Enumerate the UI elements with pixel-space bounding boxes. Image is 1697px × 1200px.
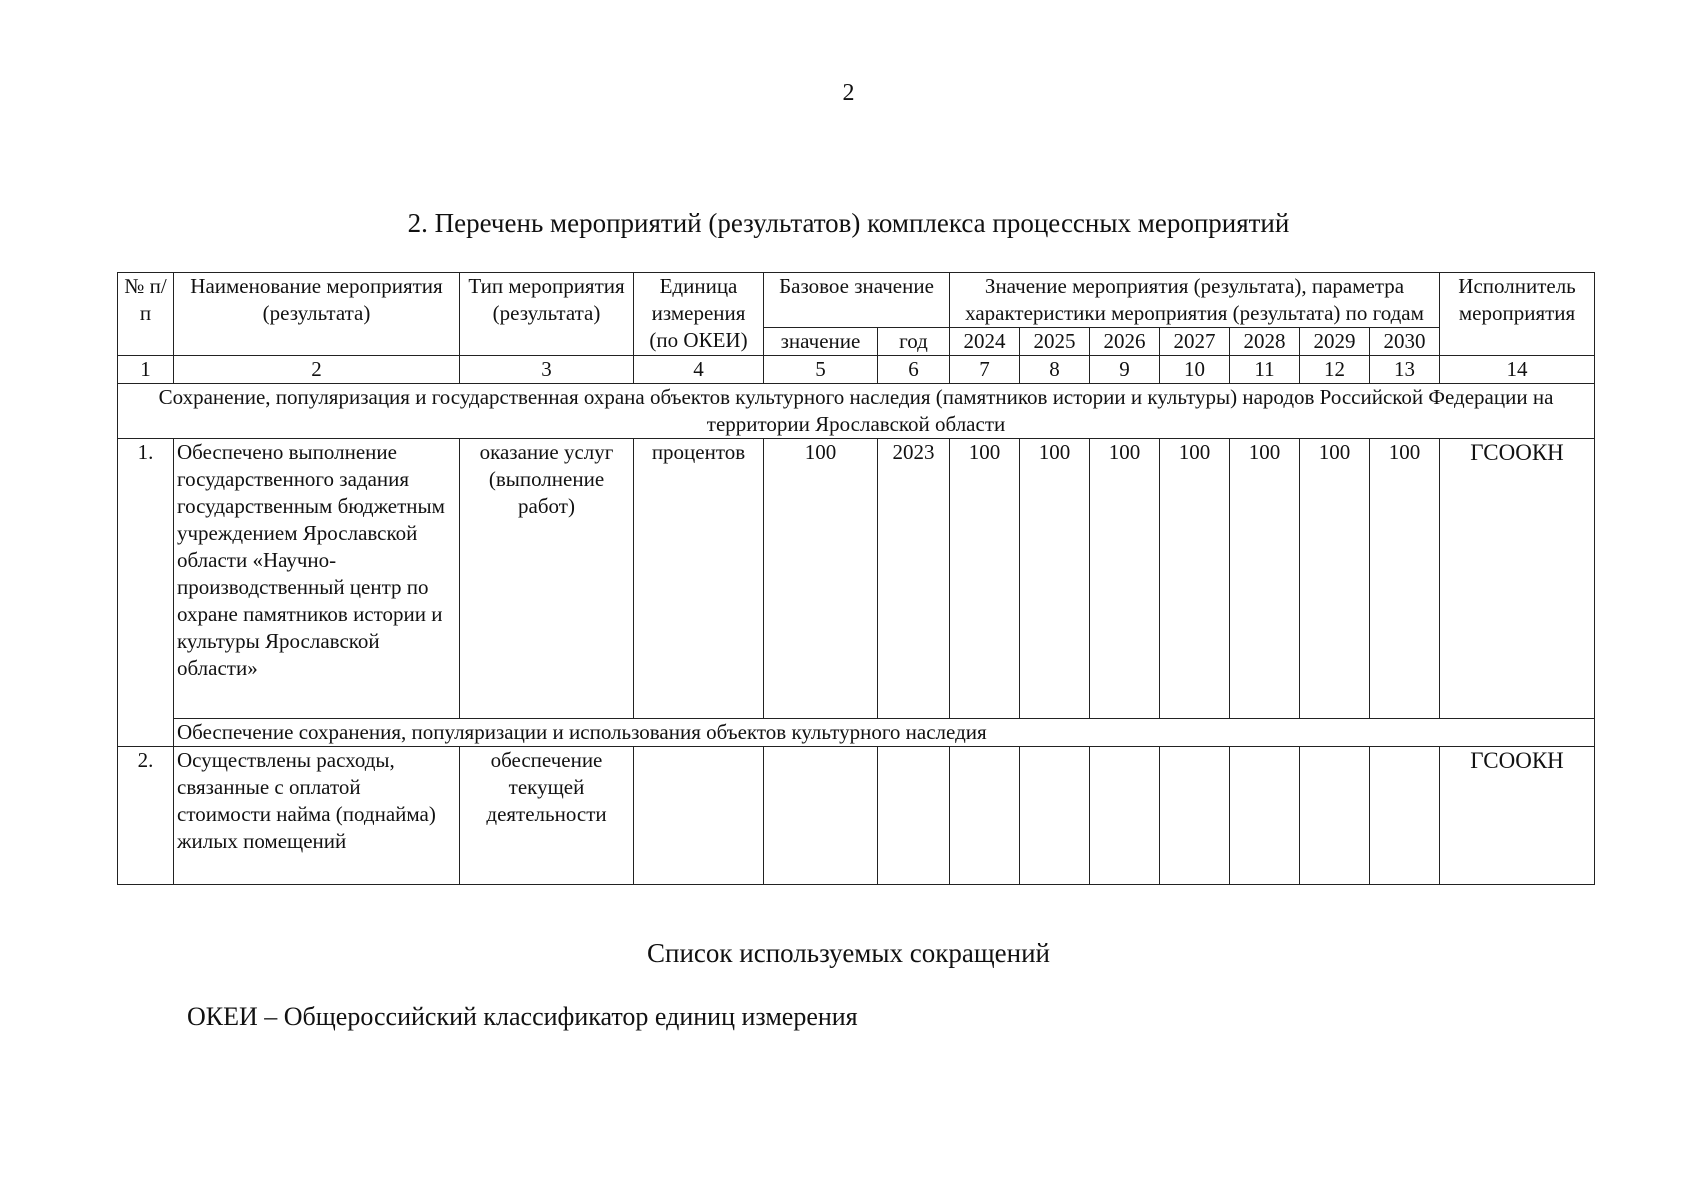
row-value: 100 xyxy=(1230,439,1300,719)
header-year: 2027 xyxy=(1160,328,1230,356)
row-value xyxy=(1020,747,1090,885)
row-executor: ГСООКН xyxy=(1440,439,1595,719)
column-number: 4 xyxy=(634,356,764,384)
header-year: 2024 xyxy=(950,328,1020,356)
row-value xyxy=(1230,747,1300,885)
column-number: 1 xyxy=(118,356,174,384)
header-values: Значение мероприятия (результата), параметра характеристики мероприятия (результата) по годам xyxy=(950,273,1440,328)
row-value: 100 xyxy=(1300,439,1370,719)
row-executor: ГСООКН xyxy=(1440,747,1595,885)
header-num: № п/п xyxy=(118,273,174,356)
table-row xyxy=(118,439,1595,719)
column-number: 13 xyxy=(1370,356,1440,384)
column-number: 7 xyxy=(950,356,1020,384)
row-value xyxy=(1370,747,1440,885)
header-base-year: год xyxy=(878,328,950,356)
row-value: 100 xyxy=(1370,439,1440,719)
column-number: 9 xyxy=(1090,356,1160,384)
abbreviation-item: ОКЕИ – Общероссийский классификатор единиц измерения xyxy=(187,1002,858,1031)
row-num: 1. xyxy=(118,439,174,747)
page-number: 2 xyxy=(842,80,855,106)
row-value xyxy=(1300,747,1370,885)
row-type: обеспечение текущей деятельности xyxy=(460,747,634,885)
table-row xyxy=(118,747,1595,885)
document-title: 2. Перечень мероприятий (результатов) комплекса процессных мероприятий xyxy=(407,208,1290,238)
section-heading: Обеспечение сохранения, популяризации и использования объектов культурного наследия xyxy=(174,719,1595,747)
row-value xyxy=(1160,747,1230,885)
header-base-value: значение xyxy=(764,328,878,356)
row-unit xyxy=(634,747,764,885)
column-number: 3 xyxy=(460,356,634,384)
header-unit: Единица измерения (по ОКЕИ) xyxy=(634,273,764,356)
header-year: 2030 xyxy=(1370,328,1440,356)
column-number: 12 xyxy=(1300,356,1370,384)
column-number: 6 xyxy=(878,356,950,384)
row-name: Обеспечено выполнение государственного задания государственным бюджетным учреждением Ярославской области «Научно-производственный центр по охране памятников истории и культуры Ярославской области» xyxy=(174,439,460,719)
header-year: 2029 xyxy=(1300,328,1370,356)
row-type: оказание услуг (выполнение работ) xyxy=(460,439,634,719)
row-unit: процентов xyxy=(634,439,764,719)
header-executor: Исполнитель мероприятия xyxy=(1440,273,1595,356)
row-value: 100 xyxy=(1160,439,1230,719)
row-base-year: 2023 xyxy=(878,439,950,719)
row-base-year xyxy=(878,747,950,885)
row-value xyxy=(950,747,1020,885)
header-year: 2028 xyxy=(1230,328,1300,356)
activities-table xyxy=(117,272,1595,885)
header-year: 2026 xyxy=(1090,328,1160,356)
row-value: 100 xyxy=(950,439,1020,719)
column-number: 10 xyxy=(1160,356,1230,384)
column-number: 5 xyxy=(764,356,878,384)
row-name: Осуществлены расходы, связанные с оплатой стоимости найма (поднайма) жилых помещений xyxy=(174,747,460,885)
row-value: 100 xyxy=(1020,439,1090,719)
header-year: 2025 xyxy=(1020,328,1090,356)
column-number: 8 xyxy=(1020,356,1090,384)
header-base: Базовое значение xyxy=(764,273,950,328)
row-base-value: 100 xyxy=(764,439,878,719)
column-number: 11 xyxy=(1230,356,1300,384)
row-base-value xyxy=(764,747,878,885)
row-value xyxy=(1090,747,1160,885)
column-number: 14 xyxy=(1440,356,1595,384)
abbreviations-title: Список используемых сокращений xyxy=(647,938,1050,968)
header-type: Тип мероприятия (результата) xyxy=(460,273,634,356)
section-heading: Сохранение, популяризация и государственная охрана объектов культурного наследия (памятников истории и культуры) народов Российской Федерации на территории Ярославской области xyxy=(118,384,1595,439)
column-number: 2 xyxy=(174,356,460,384)
row-num: 2. xyxy=(118,747,174,885)
row-value: 100 xyxy=(1090,439,1160,719)
header-name: Наименование мероприятия (результата) xyxy=(174,273,460,356)
